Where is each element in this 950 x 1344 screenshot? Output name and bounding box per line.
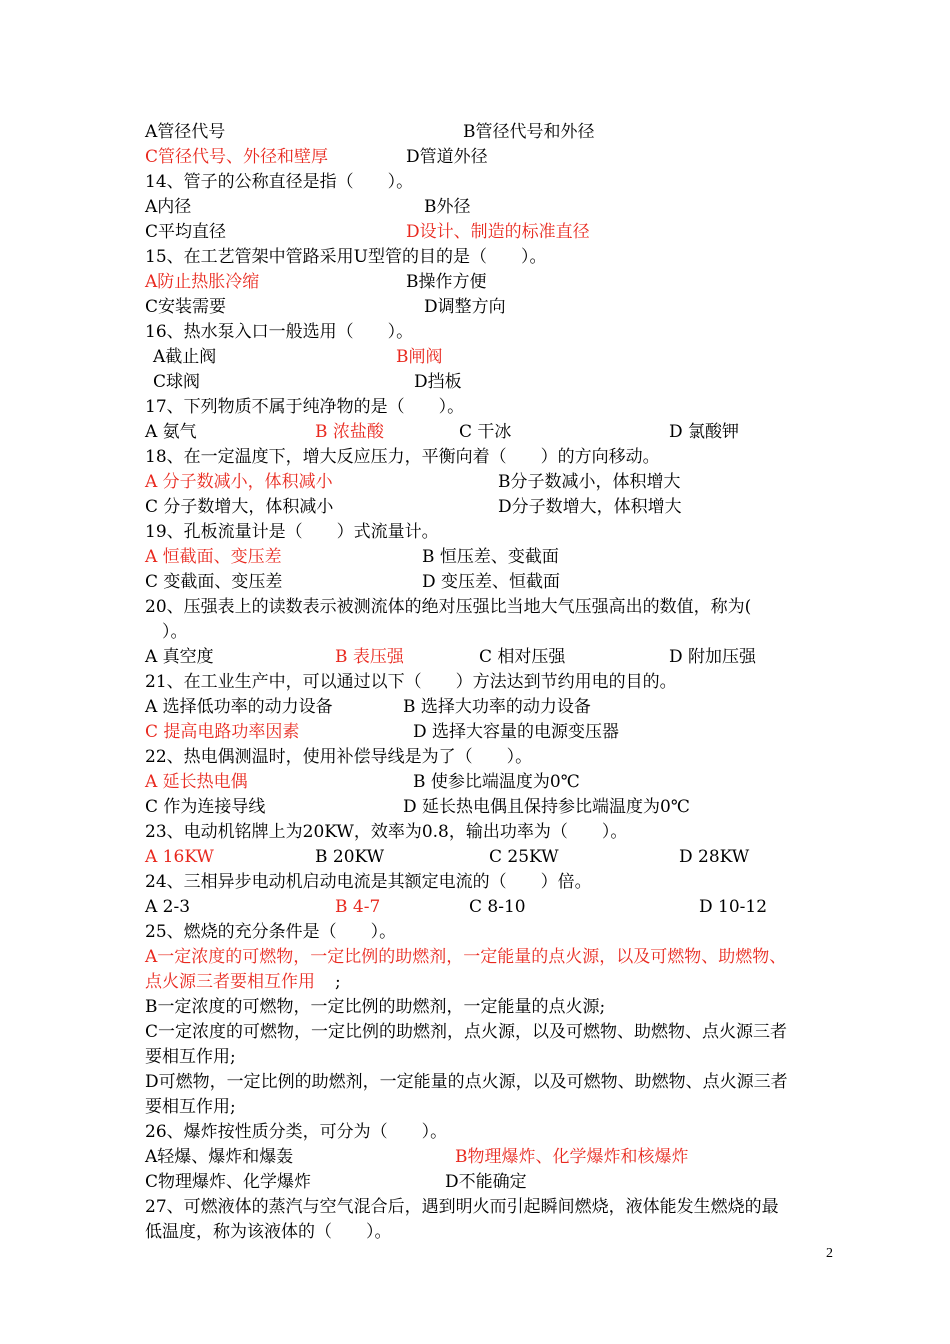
text-line (0, 145, 950, 170)
answer-text: C管径代号、外径和壁厚 (145, 147, 329, 167)
text-line (0, 170, 950, 195)
question-text: C安装需要 (145, 297, 227, 317)
answer-text: C 提高电路功率因素 (145, 722, 300, 742)
question-text: D 附加压强 (669, 647, 757, 667)
text-line (0, 1120, 950, 1145)
question-text: 低温度，称为该液体的（ ）。 (145, 1222, 392, 1242)
question-text: B分子数减小，体积增大 (498, 472, 681, 492)
text-line (0, 820, 950, 845)
question-text: A轻爆、爆炸和爆轰 (145, 1147, 294, 1167)
question-text: A 选择低功率的动力设备 (145, 697, 333, 717)
question-text: D管道外径 (406, 147, 488, 167)
question-text: 18、在一定温度下，增大反应压力，平衡向着（ ）的方向移动。 (145, 447, 660, 467)
question-text: 16、热水泵入口一般选用（ ）。 (145, 322, 414, 342)
text-line (0, 795, 950, 820)
question-text: A 真空度 (145, 647, 214, 667)
text-line (0, 995, 950, 1020)
answer-text: A 延长热电偶 (145, 772, 248, 792)
question-text: C物理爆炸、化学爆炸 (145, 1172, 312, 1192)
question-text: 23、电动机铭牌上为20KW，效率为0.8，输出功率为（ ）。 (145, 822, 628, 842)
answer-text: B 表压强 (335, 647, 404, 667)
text-line (0, 695, 950, 720)
answer-text: D设计、制造的标准直径 (406, 222, 590, 242)
text-line (0, 245, 950, 270)
question-text: 14、管子的公称直径是指（ ）。 (145, 172, 414, 192)
text-line (0, 895, 950, 920)
question-text: A 2-3 (145, 897, 191, 917)
question-text: 要相互作用; (145, 1047, 236, 1067)
text-line (0, 1070, 950, 1095)
text-line (0, 845, 950, 870)
text-line (0, 770, 950, 795)
text-line (0, 1145, 950, 1170)
question-text: 要相互作用; (145, 1097, 236, 1117)
question-text: C一定浓度的可燃物，一定比例的助燃剂，点火源，以及可燃物、助燃物、点火源三者 (145, 1022, 788, 1042)
question-text: D 延长热电偶且保持参比端温度为0℃ (403, 797, 690, 817)
answer-text: A 分子数减小，体积减小 (145, 472, 333, 492)
question-text: D 变压差、恒截面 (422, 572, 561, 592)
text-line (0, 220, 950, 245)
text-line (0, 320, 950, 345)
text-line (0, 1220, 950, 1245)
question-text: 26、爆炸按性质分类，可分为（ ）。 (145, 1122, 448, 1142)
text-line (0, 295, 950, 320)
question-text: 20、压强表上的读数表示被测流体的绝对压强比当地大气压强高出的数值，称为( (145, 597, 752, 617)
question-text: 21、在工业生产中，可以通过以下（ ）方法达到节约用电的目的。 (145, 672, 677, 692)
answer-text: B 4-7 (335, 897, 381, 917)
question-text: D 10-12 (699, 897, 768, 917)
text-line (0, 870, 950, 895)
question-text: 19、孔板流量计是（ ）式流量计。 (145, 522, 439, 542)
answer-text: 点火源三者要相互作用 (145, 972, 315, 992)
question-text: A管径代号 (145, 122, 226, 142)
text-line (0, 1195, 950, 1220)
question-text: D 氯酸钾 (669, 422, 740, 442)
text-line (0, 545, 950, 570)
question-text: C 8-10 (469, 897, 526, 917)
question-text: 24、三相异步电动机启动电流是其额定电流的（ ）倍。 (145, 872, 592, 892)
answer-text: A一定浓度的可燃物，一定比例的助燃剂，一定能量的点火源，以及可燃物、助燃物、 (145, 947, 787, 967)
answer-text: A 16KW (145, 847, 214, 867)
question-text: B一定浓度的可燃物，一定比例的助燃剂，一定能量的点火源; (145, 997, 606, 1017)
text-line (0, 195, 950, 220)
question-text: 25、燃烧的充分条件是（ ）。 (145, 922, 397, 942)
question-text: D挡板 (414, 372, 462, 392)
text-line (0, 445, 950, 470)
text-line (0, 120, 950, 145)
text-line (0, 945, 950, 970)
question-text: 17、下列物质不属于纯净物的是（ ）。 (145, 397, 465, 417)
answer-text: B 浓盐酸 (315, 422, 384, 442)
text-line (0, 570, 950, 595)
question-text: C 25KW (489, 847, 559, 867)
page-number: 2 (826, 1246, 833, 1261)
question-text: C 分子数增大，体积减小 (145, 497, 334, 517)
question-text: 22、热电偶测温时，使用补偿导线是为了（ ）。 (145, 747, 533, 767)
text-line (0, 595, 950, 620)
question-text: 27、可燃液体的蒸汽与空气混合后，遇到明火而引起瞬间燃烧，液体能发生燃烧的最 (145, 1197, 779, 1217)
answer-text: B闸阀 (396, 347, 443, 367)
text-line (0, 270, 950, 295)
text-line (0, 620, 950, 645)
question-text: C球阀 (153, 372, 201, 392)
text-line (0, 670, 950, 695)
question-text: D分子数增大，体积增大 (498, 497, 682, 517)
answer-text: B物理爆炸、化学爆炸和核爆炸 (455, 1147, 689, 1167)
question-text: A截止阀 (153, 347, 217, 367)
text-line (0, 495, 950, 520)
question-text: C 干冰 (459, 422, 512, 442)
text-line (0, 745, 950, 770)
question-text: C 变截面、变压差 (145, 572, 283, 592)
text-line (0, 1095, 950, 1120)
answer-text: A 恒截面、变压差 (145, 547, 282, 567)
text-line (0, 370, 950, 395)
text-line (0, 395, 950, 420)
question-text: D不能确定 (445, 1172, 527, 1192)
question-text: ）。 (145, 622, 188, 642)
question-text: ; (335, 972, 341, 992)
question-text: B管径代号和外径 (463, 122, 595, 142)
question-text: 15、在工艺管架中管路采用U型管的目的是（ ）。 (145, 247, 547, 267)
question-text: B外径 (424, 197, 471, 217)
question-text: C 作为连接导线 (145, 797, 266, 817)
question-text: A内径 (145, 197, 192, 217)
text-line (0, 1020, 950, 1045)
question-text: B 恒压差、变截面 (422, 547, 559, 567)
question-text: D 28KW (679, 847, 750, 867)
text-line (0, 720, 950, 745)
question-text: C平均直径 (145, 222, 227, 242)
question-text: A 氨气 (145, 422, 197, 442)
text-line (0, 420, 950, 445)
text-line (0, 1170, 950, 1195)
question-text: B 20KW (315, 847, 385, 867)
question-text: B 选择大功率的动力设备 (403, 697, 591, 717)
text-line (0, 920, 950, 945)
text-line (0, 1045, 950, 1070)
question-text: B 使参比端温度为0℃ (413, 772, 580, 792)
answer-text: A防止热胀冷缩 (145, 272, 260, 292)
question-text: D可燃物，一定比例的助燃剂，一定能量的点火源，以及可燃物、助燃物、点火源三者 (145, 1072, 788, 1092)
text-line (0, 645, 950, 670)
question-text: C 相对压强 (479, 647, 566, 667)
text-line (0, 470, 950, 495)
question-text: B操作方便 (406, 272, 487, 292)
question-text: D调整方向 (424, 297, 506, 317)
question-text: D 选择大容量的电源变压器 (413, 722, 620, 742)
text-line (0, 520, 950, 545)
text-line (0, 970, 950, 995)
text-line (0, 345, 950, 370)
